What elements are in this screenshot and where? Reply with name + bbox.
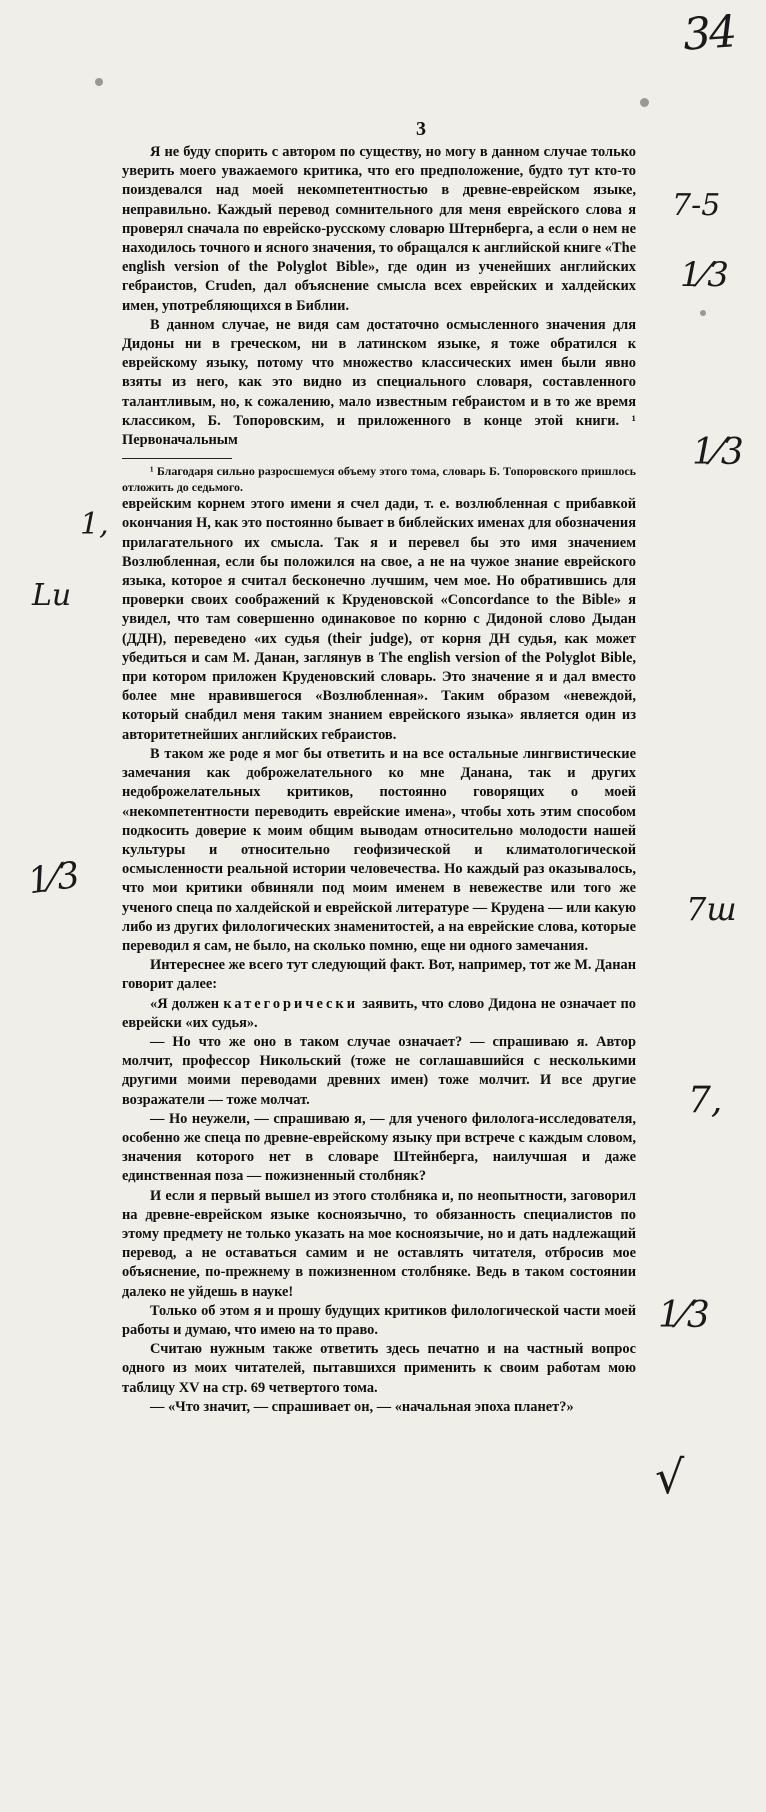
handwritten-margin-note: 1⁄3 (692, 432, 744, 473)
paragraph: Интереснее же всего тут следующий факт. Вот, например, тот же М. Данан говорит далее: (122, 957, 636, 993)
handwritten-folio-number: 34 (681, 6, 737, 61)
paragraph: — «Что значит, — спрашивает он, — «начальная эпоха планет?» (150, 1398, 574, 1415)
page-number: 3 (416, 118, 426, 140)
paragraph: В данном случае, не видя сам достаточно осмысленного значения для Дидоны ни в греческом, ни в латинском языке, я тоже обратился к еврейскому языку, потому что множество классических имен были явно взяты из него, как это видно из специального словаря, составленного талантливым, но, к сожалению, мало известным гебраистом и в то же время классиком, Б. Топоровским, и приложенного в конце этой книги. ¹ Первоначальным (122, 316, 636, 449)
paper-speck (95, 78, 103, 86)
handwritten-margin-note: 1⁄3 (25, 854, 83, 903)
paragraph: Только об этом я и прошу будущих критиков филологической части моей работы и думаю, что имею на то право. (122, 1302, 636, 1338)
handwritten-margin-note: 1, (80, 507, 109, 542)
quote-end: заявить, что слово Дидона не означает по еврейски «их судья». (122, 995, 636, 1031)
paragraph: В таком же роде я мог бы ответить и на все остальные лингвистические замечания как доброжелательного ко мне Данана, так и других недоброжелательных критиков, постоянно говорящих о моей «некомпетентности переводить еврейские имена», чтобы хоть этим способом подкосить доверие к моим общим выводам относительно молодости нашей культуры и относительно геофизической и климатологической осмысленности реальной истории человечества. Но каждый раз оказывалось, что мои критики обвиняли под моим именем в невежестве или того же ученого спеца по халдейской и еврейской литературе — Крудена — или какую либо из других филологических знаменитостей, а на еврейские слова, которые переводил я сам, не было, на сколько помню, еще ни одного замечания. (122, 745, 636, 954)
paragraph: — Но неужели, — спрашиваю я, — для ученого филолога-исследователя, особенно же спеца по древне-еврейскому языку при встрече с каждым словом, значения которого нет в словаре Штейнберга, наилучшая и даже единственная поза — пожизненный столбняк? (122, 1110, 636, 1185)
paragraph: — Но что же оно в таком случае означает? — спрашиваю я. Автор молчит, профессор Никольский (тоже не соглашавшийся с несколькими другими моими переводами древних имен) тоже молчит. И все другие возражатели — тоже молчат. (122, 1033, 636, 1108)
paper-speck (640, 98, 649, 107)
handwritten-margin-note: 1⁄3 (680, 255, 729, 295)
paper-speck (700, 310, 706, 316)
handwritten-margin-note: 1⁄3 (658, 1295, 710, 1336)
handwritten-margin-note: 7-5 (672, 188, 721, 223)
quote-emphasis: категорически (223, 995, 358, 1012)
paragraph: Считаю нужным также ответить здесь печатно и на частный вопрос одного из моих читателей, пытавшихся применить к своим работам мою таблицу XV на стр. 69 четвертого тома. (122, 1341, 636, 1396)
handwritten-checkmark: √ (655, 1450, 685, 1504)
paragraph-continuation: еврейским корнем этого имени я счел дади, т. е. возлюбленная с прибавкой окончания Н, как это постоянно бывает в библейских именах для обозначения прилагательного их смысла. Так я и перевел бы это имя значением Возлюбленная, если бы положился на свое, а не на чужое знание еврейского языка, которое я считал бесконечно лучшим, чем мое. Но обратившись для проверки своих соображений к Круденовской «Concordance to the Bible» я увидел, что там совершенно одинаковое по корню с Дидоной слово Дыдан (ДДН), переведено «их судья (their judge), от корня ДН судья, как может убедиться и сам М. Данан, заглянув в The english version of the Polyglot Bible, при котором приложен Круденовский словарь. Это значение я и дал вместо более мне нравившегося «Возлюбленная». Таким образом «невеждой, который снабдил меня таким знанием еврейского языка» является один из авторитетнейших английских гебраистов. (122, 496, 636, 743)
main-text-column (122, 143, 636, 1417)
footnote-divider (122, 458, 232, 459)
quote-start: «Я должен (150, 995, 220, 1012)
footnote: ¹ Благодаря сильно разросшемуся объему этого тома, словарь Б. Топоровского пришлось отложить до седьмого. (122, 464, 636, 495)
paragraph: Я не буду спорить с автором по существу, но могу в данном случае только уверить моего уважаемого критика, что его предположение, будто тут кто-то поиздевался над моей некомпетентностью в древне-еврейском языке, неправильно. Каждый перевод сомнительного для меня еврейского слова я проверял сначала по еврейско-русскому словарю Штернберга, а если о нем не находилось точного и ясного значения, то обращался к английской книге «The english version of the Polyglot Bible», где один из ученейших английских гебраистов, Cruden, дал объяснение смысла всех еврейских и халдейских имен, употребляющихся в Библии. (122, 144, 636, 314)
handwritten-margin-note: Lи (32, 578, 72, 613)
paragraph: И если я первый вышел из этого столбняка и, по неопытности, заговорил на древне-еврейском языке косноязычно, то обязанность специалистов по этому предмету не только указать на мое косноязычие, но и дать надлежащий перевод, а не оставаться самим и не оставлять читателя, отбросив мое объяснение, по-прежнему в пожизненном столбняке. Ведь в таком состоянии далеко не уйдешь в науке! (122, 1187, 636, 1300)
handwritten-margin-note: 7ш (686, 890, 737, 928)
quotation (122, 995, 636, 1033)
handwritten-margin-note: 7, (688, 1080, 723, 1121)
